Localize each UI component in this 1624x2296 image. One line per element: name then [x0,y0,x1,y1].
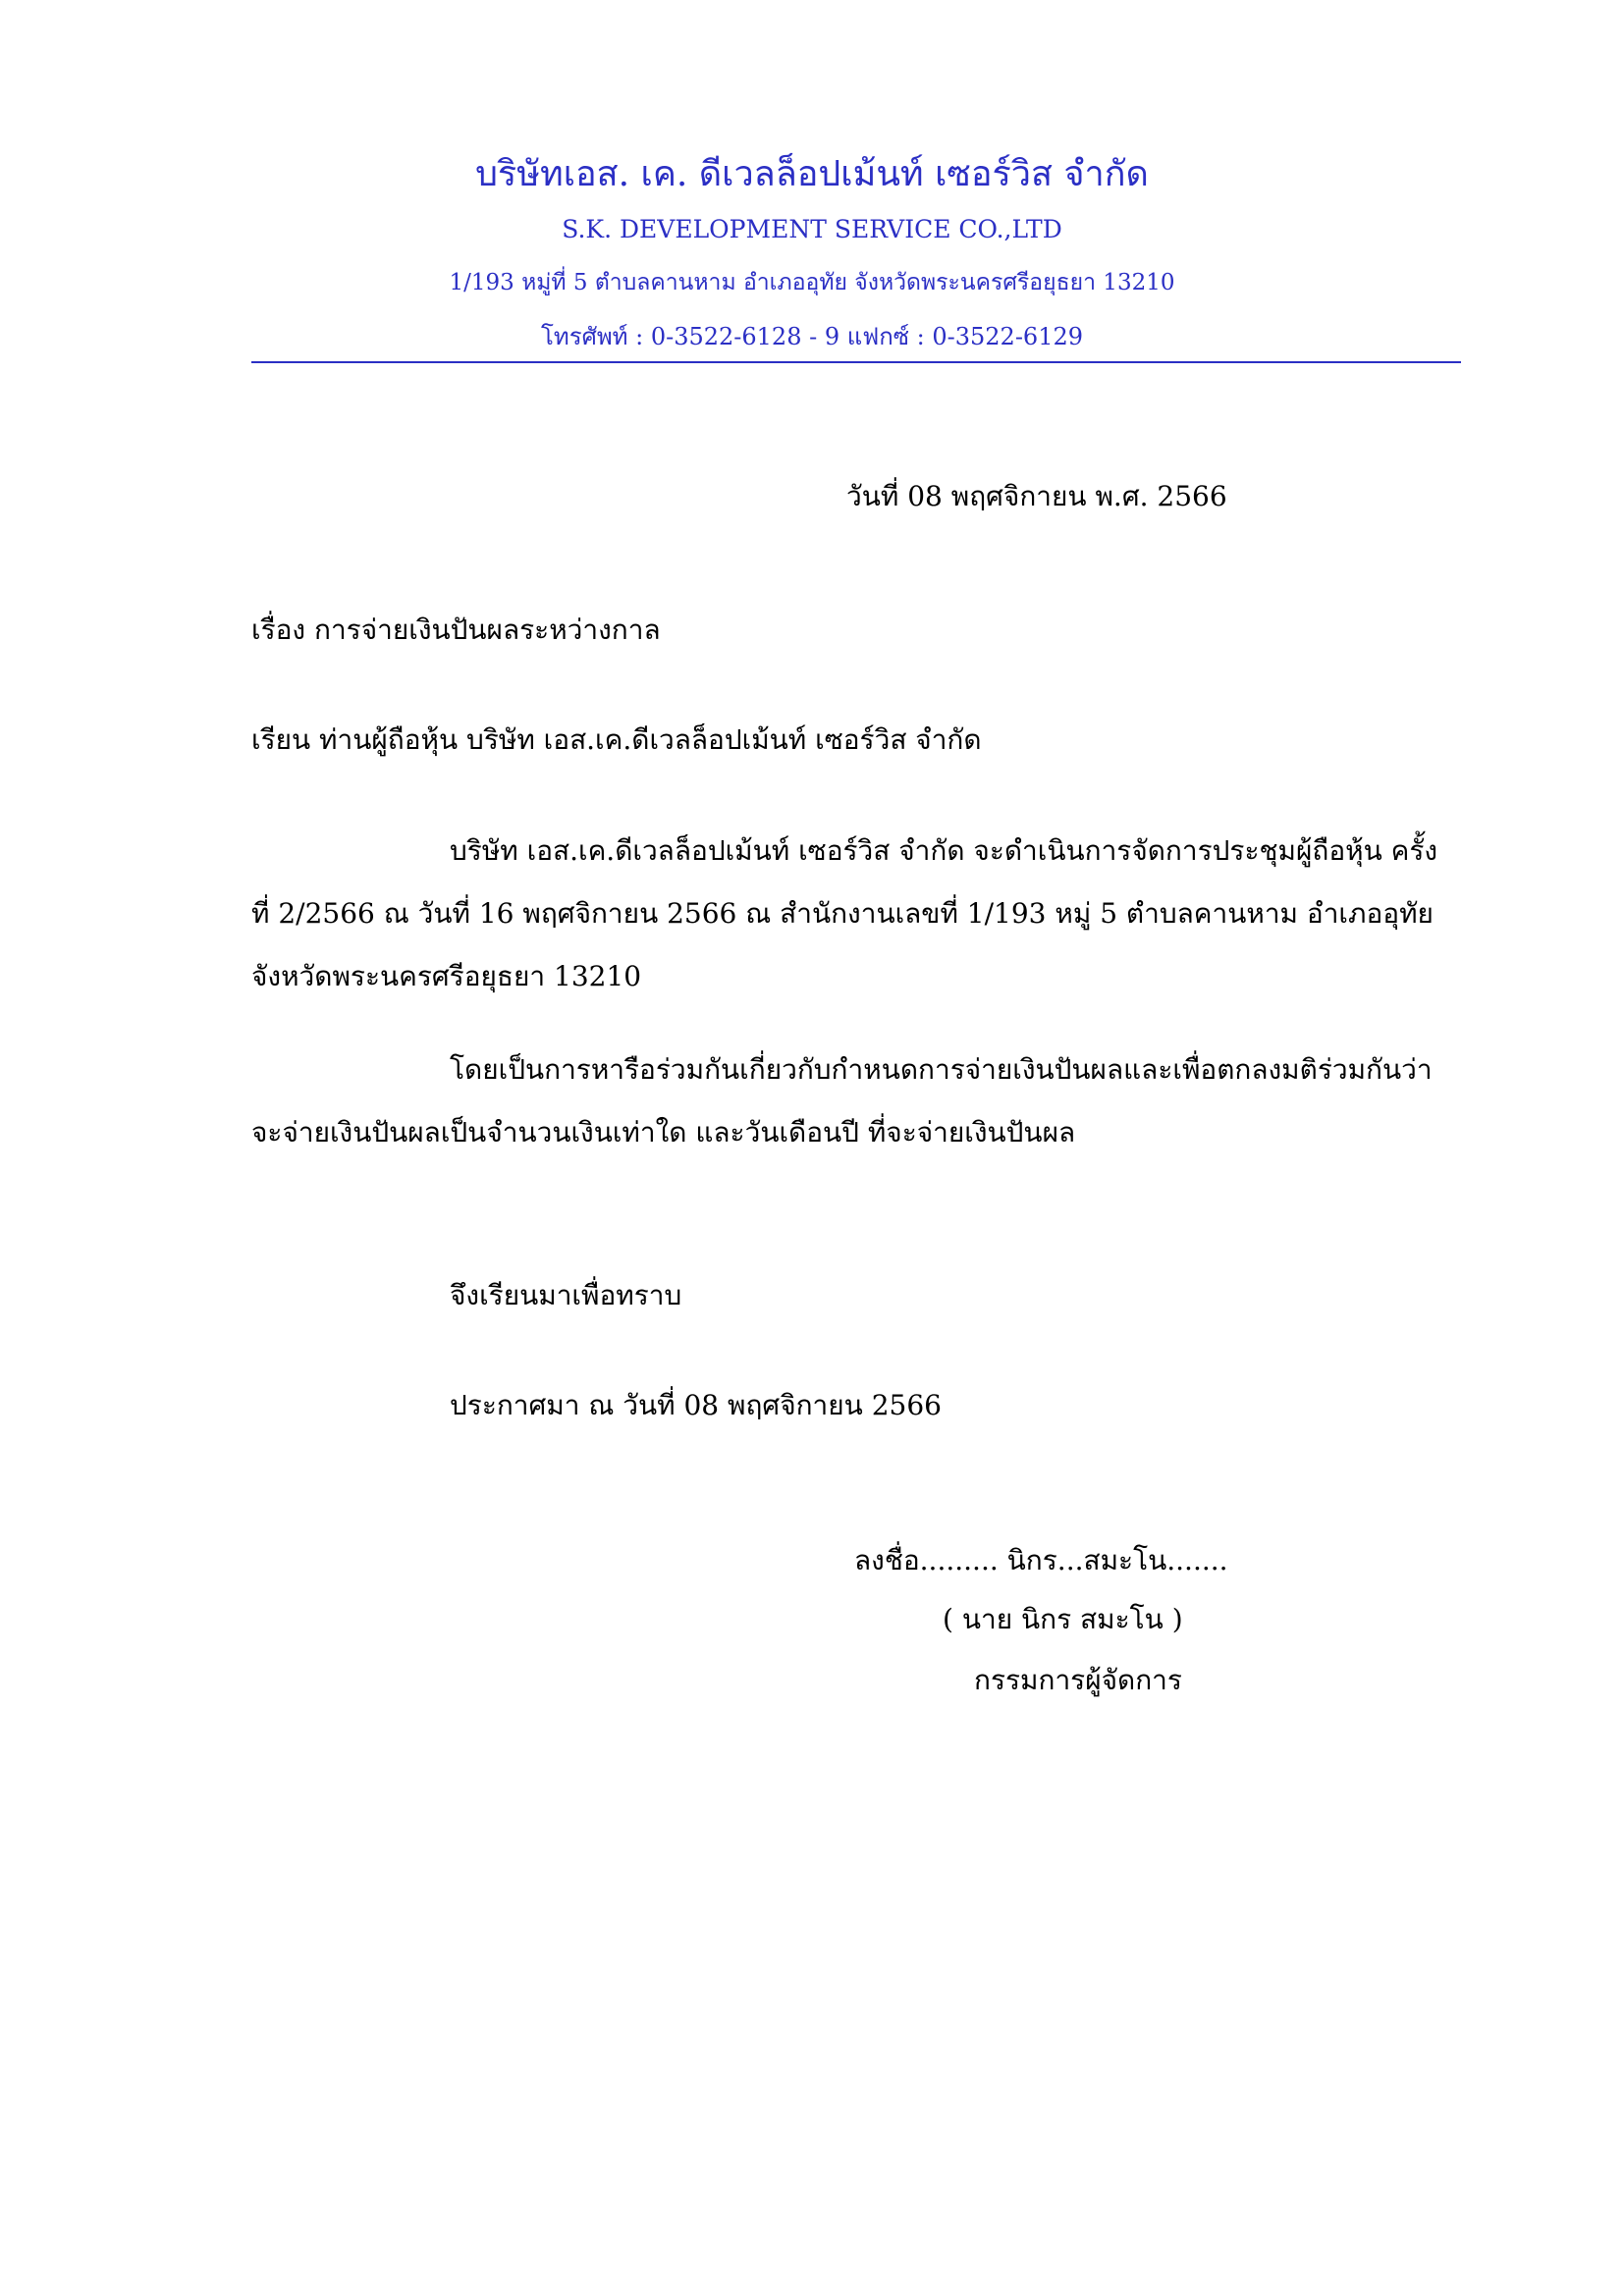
company-name-english: S.K. DEVELOPMENT SERVICE CO.,LTD [562,215,1062,243]
letter-subject: เรื่อง การจ่ายเงินปันผลระหว่างกาล [251,614,661,646]
paragraph-line: บริษัท เอส.เค.ดีเวลล็อปเม้นท์ เซอร์วิส จำกัด จะดำเนินการจัดการประชุมผู้ถือหุ้น ครั้ง [450,834,1438,867]
body-paragraph-1 [251,829,1461,1018]
announcement-date-line: ประกาศมา ณ วันที่ 08 พฤศจิกายน 2566 [450,1389,942,1421]
letter-date: วันที่ 08 พฤศจิกายน พ.ศ. 2566 [846,480,1227,512]
company-address: 1/193 หมู่ที่ 5 ตำบลคานหาม อำเภออุทัย จังหวัดพระนครศรีอยุธยา 13210 [449,270,1175,295]
letterhead-divider [251,361,1461,363]
paragraph-line: โดยเป็นการหารือร่วมกันเกี่ยวกับกำหนดการจ่ายเงินปันผลและเพื่อตกลงมติร่วมกันว่า [450,1053,1433,1086]
paragraph-line: ที่ 2/2566 ณ วันที่ 16 พฤศจิกายน 2566 ณ สำนักงานเลขที่ 1/193 หมู่ 5 ตำบลคานหาม อำเภออุทัย [251,897,1434,930]
company-phone-fax: โทรศัพท์ : 0-3522-6128 - 9 แฟกซ์ : 0-3522-6129 [541,323,1083,350]
body-paragraph-2 [251,1048,1461,1174]
signatory-title: กรรมการผู้จัดการ [974,1664,1182,1696]
letter-recipient: เรียน ท่านผู้ถือหุ้น บริษัท เอส.เค.ดีเวลล็อปเม้นท์ เซอร์วิส จำกัด [251,723,982,756]
signatory-name: ( นาย นิกร สมะโน ) [943,1603,1183,1635]
closing-line: จึงเรียนมาเพื่อทราบ [450,1279,682,1311]
company-name-thai: บริษัทเอส. เค. ดีเวลล็อปเม้นท์ เซอร์วิส จำกัด [475,154,1149,194]
paragraph-line: จังหวัดพระนครศรีอยุธยา 13210 [251,960,642,992]
signature-line: ลงชื่อ......... นิกร...สมะโน....... [854,1544,1228,1576]
paragraph-line: จะจ่ายเงินปันผลเป็นจำนวนเงินเท่าใด และวันเดือนปี ที่จะจ่ายเงินปันผล [251,1116,1076,1148]
